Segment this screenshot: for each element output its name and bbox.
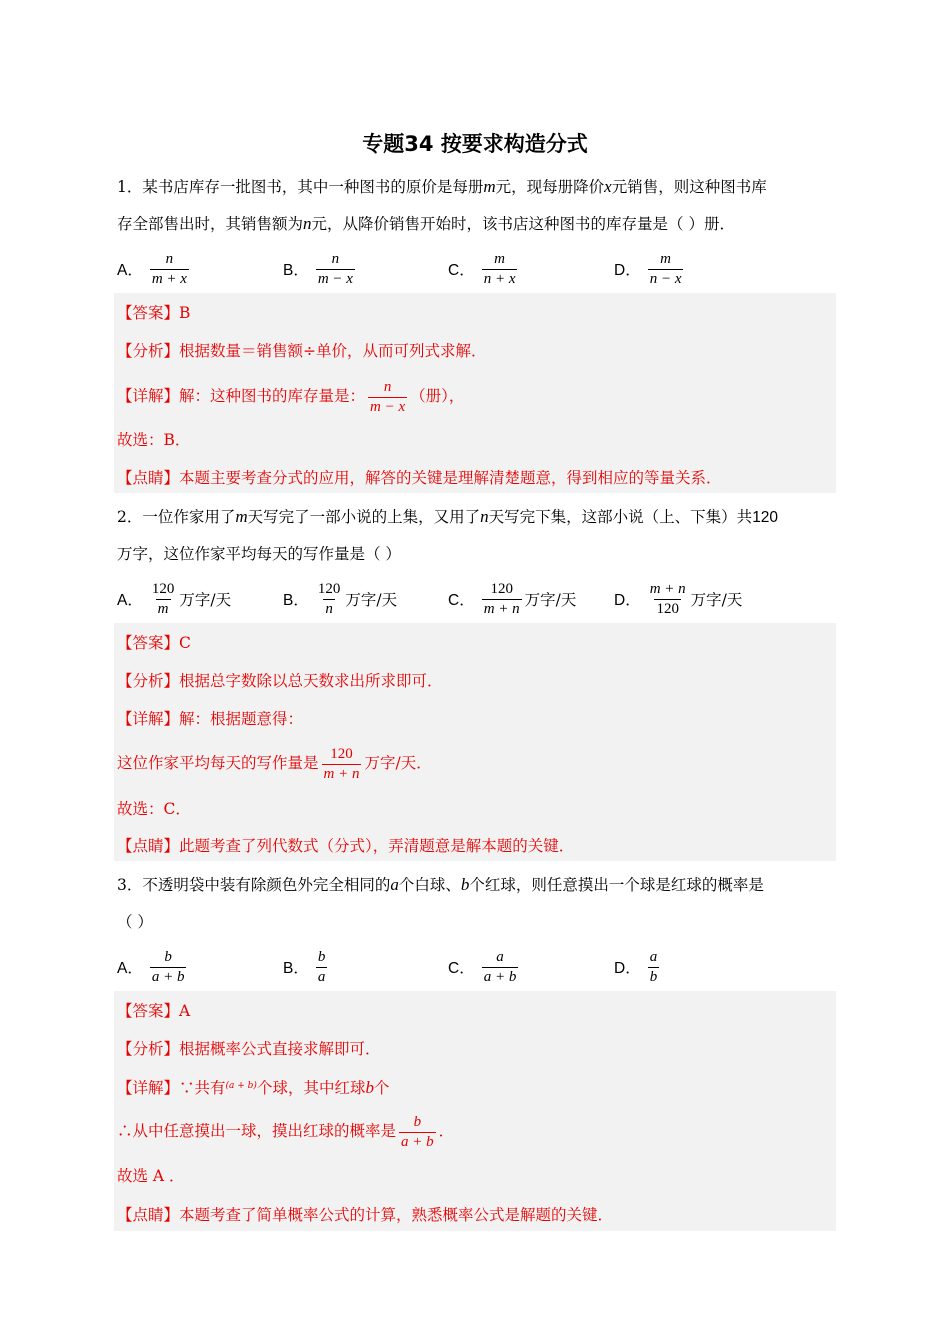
q1-option-a: A． $\frac{n}{m + x}$ xyxy=(117,250,187,287)
fraction: $\frac{n}{m + x}$ xyxy=(151,250,187,287)
fraction: $\frac{m}{n + x}$ xyxy=(483,250,516,287)
q1-option-c: C． $\frac{m}{n + x}$ xyxy=(448,250,516,287)
q3-choose: 故选 A ． xyxy=(117,1167,185,1185)
q2-choose: 故选：C． xyxy=(117,800,191,818)
fraction: $\frac{120}{m}$ xyxy=(151,580,175,617)
fraction: $\frac{120}{m + n}$ xyxy=(323,745,360,782)
q3-analysis: 【分析】根据概率公式直接求解即可． xyxy=(117,1040,381,1058)
q3-option-c: C． $\frac{a}{a + b}$ xyxy=(448,948,517,985)
q3-detail: 【详解】∵共有$^{(a + b)}$个球，其中红球b个 xyxy=(117,1078,390,1097)
q1-options xyxy=(117,246,837,292)
fraction: $\frac{a}{a + b}$ xyxy=(483,948,517,985)
q1-answer: 【答案】B xyxy=(117,304,191,322)
q2-option-a: A． $\frac{120}{m}$ 万字/天 xyxy=(117,580,232,617)
q1-choose: 故选：B． xyxy=(117,431,191,449)
fraction: $\frac{m}{n - x}$ xyxy=(649,250,682,287)
q3-option-b: B． $\frac{b}{a}$ xyxy=(283,948,326,985)
q2-stem-line2: 万字，这位作家平均每天的写作量是（ ） xyxy=(117,545,401,563)
fraction: $\frac{n}{m - x}$ xyxy=(317,250,353,287)
fraction: $\frac{m + n}{120}$ xyxy=(649,580,686,617)
q2-answer: 【答案】C xyxy=(117,634,191,652)
q2-option-c: C． $\frac{120}{m + n}$ 万字/天 xyxy=(448,580,577,617)
q3-comment: 【点睛】本题考查了简单概率公式的计算，熟悉概率公式是解题的关键． xyxy=(117,1206,614,1224)
q2-detail: 【详解】解：根据题意得： xyxy=(117,710,304,728)
fraction: $\frac{120}{n}$ xyxy=(317,580,341,617)
q3-answer: 【答案】A xyxy=(117,1002,191,1020)
q2-comment: 【点睛】此题考查了列代数式（分式），弄清题意是解本题的关键． xyxy=(117,837,575,855)
q3-option-a: A． $\frac{b}{a + b}$ xyxy=(117,948,185,985)
fraction: $\frac{n}{m - x}$ xyxy=(370,378,406,415)
fraction: $\frac{b}{a + b}$ xyxy=(401,1113,434,1150)
q3-option-d: D． $\frac{a}{b}$ xyxy=(614,948,658,985)
q3-detail-result: ∴从中任意摸出一球，摸出红球的概率是 $\frac{b}{a + b}$ ． xyxy=(117,1113,455,1150)
fraction: $\frac{b}{a + b}$ xyxy=(151,948,185,985)
q2-analysis: 【分析】根据总字数除以总天数求出所求即可． xyxy=(117,672,443,690)
q1-analysis: 【分析】根据数量＝销售额÷单价，从而可列式求解． xyxy=(117,342,487,360)
q3-stem-line2: （ ） xyxy=(117,913,153,931)
q2-option-d: D． $\frac{m + n}{120}$ 万字/天 xyxy=(614,580,743,617)
fraction: $\frac{120}{m + n}$ xyxy=(483,580,520,617)
q2-detail-result: 这位作家平均每天的写作量是 $\frac{120}{m + n}$ 万字/天． xyxy=(117,745,432,782)
q2-stem-line1: 2．一位作家用了m天写完了一部小说的上集，又用了n天写完下集，这部小说（上、下集）共120 xyxy=(117,507,779,526)
q1-comment: 【点睛】本题主要考查分式的应用，解答的关键是理解清楚题意，得到相应的等量关系． xyxy=(117,469,722,487)
q1-stem-line2: 存全部售出时，其销售额为n元，从降价销售开始时，该书店这种图书的库存量是（ ）册． xyxy=(117,214,735,233)
q1-detail: 【详解】解：这种图书的库存量是： $\frac{n}{m - x}$ （册）， xyxy=(117,378,465,415)
q2-option-b: B． $\frac{120}{n}$ 万字/天 xyxy=(283,580,398,617)
q1-stem-line1: 1．某书店库存一批图书，其中一种图书的原价是每册m元，现每册降价x元销售，则这种图书库 xyxy=(117,177,767,196)
q3-stem-line1: 3．不透明袋中装有除颜色外完全相同的a个白球、b个红球，则任意摸出一个球是红球的概率是 xyxy=(117,875,764,894)
q2-options xyxy=(117,576,837,622)
page-title: 专题34 按要求构造分式 xyxy=(362,132,588,156)
q1-option-b: B． $\frac{n}{m - x}$ xyxy=(283,250,353,287)
q3-options xyxy=(117,944,837,990)
fraction: $\frac{b}{a}$ xyxy=(317,948,326,985)
fraction: $\frac{a}{b}$ xyxy=(649,948,658,985)
q1-option-d: D． $\frac{m}{n - x}$ xyxy=(614,250,682,287)
